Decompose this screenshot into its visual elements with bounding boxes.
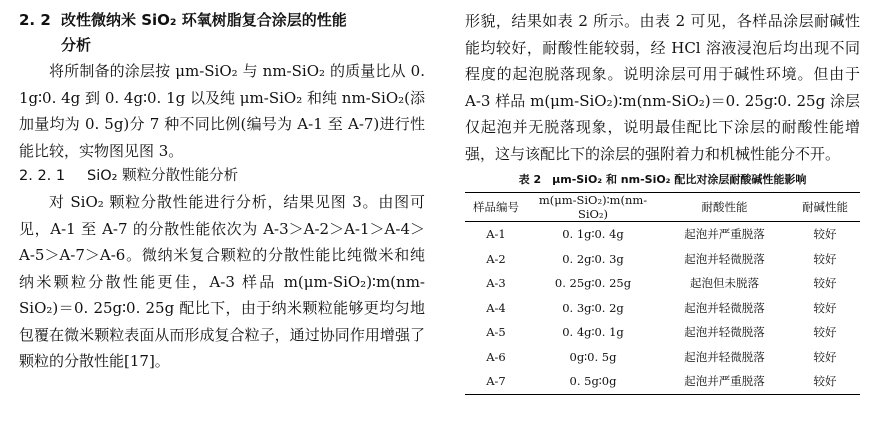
cell-sample: A-1 — [486, 227, 506, 242]
table-row — [465, 296, 860, 321]
header-mass-ratio: m(μm-SiO₂)∶m(nm-SiO₂) — [527, 193, 659, 222]
cell-alkali: 较好 — [790, 369, 860, 394]
cell-sample: A-7 — [465, 369, 527, 394]
left-column — [19, 8, 425, 375]
table-caption: 表 2 μm-SiO₂ 和 nm-SiO₂ 配比对涂层耐酸碱性能影响 — [518, 173, 807, 186]
header-sample-id: 样品编号 — [465, 193, 527, 222]
cell-alkali: 较好 — [813, 227, 837, 242]
cell-acid: 起泡并严重脱落 — [659, 369, 790, 394]
cell-ratio: 0g∶0. 5g — [569, 349, 617, 364]
results-table — [465, 192, 860, 395]
cell-acid: 起泡并轻微脱落 — [684, 251, 765, 266]
subsection-number: 2. 2. 1 — [19, 168, 66, 184]
cell-alkali: 较好 — [813, 276, 837, 291]
right-column — [465, 8, 860, 395]
section-title-line2: 分析 — [61, 36, 92, 54]
table-header-row — [465, 193, 860, 222]
cell-ratio: 0. 4g∶0. 1g — [562, 325, 624, 340]
cell-acid: 起泡并轻微脱落 — [684, 349, 765, 364]
cell-sample: A-3 — [486, 276, 506, 291]
table-row — [465, 271, 860, 296]
header-alkali-resistance: 耐碱性能 — [790, 193, 860, 222]
cell-acid: 起泡但未脱落 — [690, 276, 759, 291]
paragraph-2: 对 SiO₂ 颗粒分散性能进行分析，结果见图 3。由图可见，A-1 至 A-7 的分散性能依次为 A-3＞A-2＞A-1＞A-4＞A-5＞A-7＞A-6。微纳米复合颗粒的分散性能比纯微米和纯纳米颗粒分散性能更佳，A-3 样品 m(μm-SiO₂)∶m(nm-SiO₂)＝0. 25g∶0. 25g 配比下，由于纳米颗粒能够更均匀地包覆在微米颗粒表面从而形成复合粒子，通过协同作用增强了颗粒的分散性能[17]。 — [19, 193, 425, 370]
section-heading — [19, 8, 425, 58]
section-title-line1: 改性微纳米 SiO₂ 环氧树脂复合涂层的性能 — [61, 11, 347, 29]
cell-acid: 起泡并严重脱落 — [684, 227, 765, 242]
cell-acid: 起泡并轻微脱落 — [684, 300, 765, 315]
subsection-heading — [19, 164, 425, 189]
cell-alkali: 较好 — [813, 251, 837, 266]
header-acid-resistance: 耐酸性能 — [659, 193, 790, 222]
cell-sample: A-5 — [486, 325, 506, 340]
cell-ratio: 0. 1g∶0. 4g — [562, 227, 624, 242]
cell-alkali: 较好 — [813, 300, 837, 315]
cell-sample: A-2 — [486, 251, 506, 266]
cell-sample: A-4 — [486, 300, 506, 315]
paragraph-1: 将所制备的涂层按 μm-SiO₂ 与 nm-SiO₂ 的质量比从 0. 1g∶0. 4g 到 0. 4g∶0. 1g 以及纯 μm-SiO₂ 和纯 nm-SiO₂(添加量均为 0. 5g)分 7 种不同比例(编号为 A-1 至 A-7)进行性能比较，实物图见图 3。 — [19, 62, 425, 160]
cell-sample: A-6 — [486, 349, 506, 364]
cell-alkali: 较好 — [813, 349, 837, 364]
table-row — [465, 222, 860, 247]
cell-ratio: 0. 5g∶0g — [527, 369, 659, 394]
table-row — [465, 369, 860, 394]
table-row — [465, 320, 860, 345]
cell-acid: 起泡并轻微脱落 — [684, 325, 765, 340]
cell-ratio: 0. 25g∶0. 25g — [554, 276, 632, 291]
table-row — [465, 345, 860, 370]
cell-alkali: 较好 — [813, 325, 837, 340]
paragraph-3: 形貌，结果如表 2 所示。由表 2 可见，各样品涂层耐碱性能均较好，耐酸性能较弱，经 HCl 溶液浸泡后均出现不同程度的起泡脱落现象。说明涂层可用于碱性环境。但由于 A-3 样品 m(μm-SiO₂)∶m(nm-SiO₂)＝0. 25g∶0. 25g 涂层仅起泡并无脱落现象，说明最佳配比下涂层的耐酸性能增强，这与该配比下的涂层的强附着力和机械性能分不开。 — [465, 12, 860, 163]
cell-ratio: 0. 3g∶0. 2g — [562, 300, 624, 315]
cell-ratio: 0. 2g∶0. 3g — [562, 251, 624, 266]
section-number: 2. 2 — [19, 11, 51, 29]
table-row — [465, 247, 860, 272]
subsection-title: SiO₂ 颗粒分散性能分析 — [87, 168, 239, 184]
